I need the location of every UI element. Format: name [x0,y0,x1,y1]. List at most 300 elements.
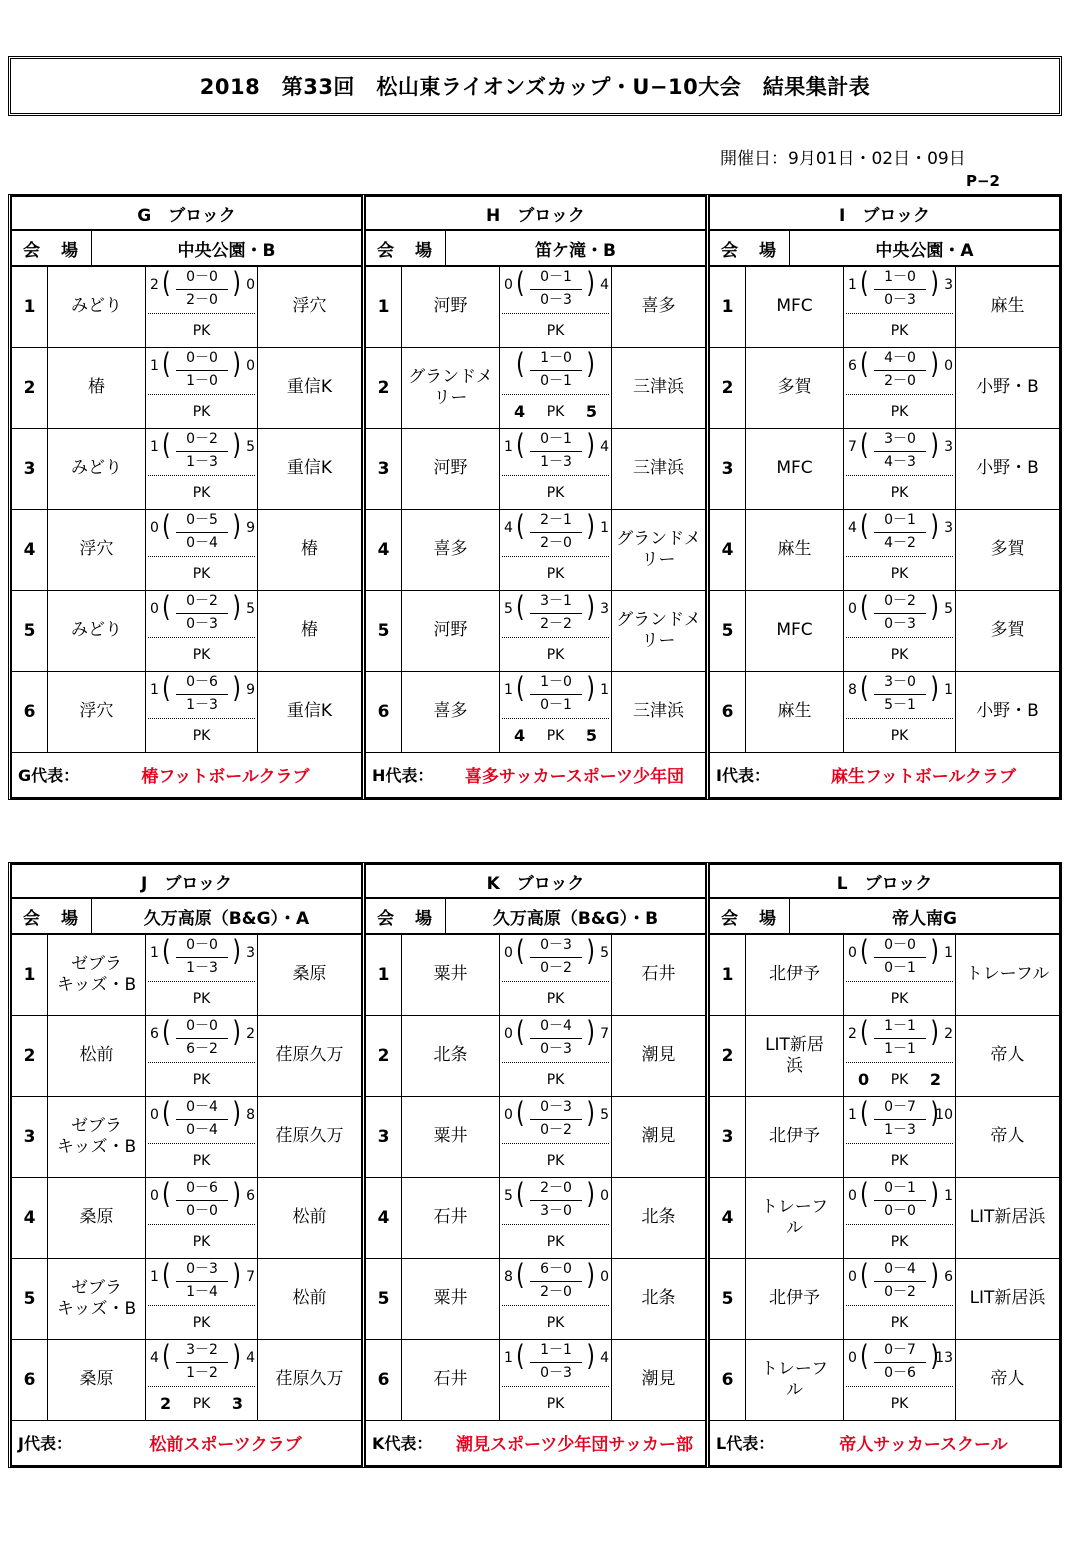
pk-label: PK [192,728,211,744]
match-number: 6 [710,672,746,752]
score-away: 0 [246,358,255,374]
second-half-score: 0－0 [186,1203,218,1219]
score-away: 4 [600,277,609,293]
score-home: 1 [150,439,159,455]
score-home: 0 [848,1188,857,1204]
paren-right: ) [586,1340,595,1373]
pk-divider [148,556,255,557]
second-half-score: 1－3 [540,454,572,470]
match-number: 1 [710,935,746,1015]
first-half-score: 2－1 [540,512,572,528]
score-cell [844,1097,956,1177]
pk-divider [502,718,609,719]
match-row [12,1016,361,1097]
pk-away: 5 [585,402,597,421]
score-home: 0 [504,1107,513,1123]
venue-row [366,899,705,935]
pk-label: PK [546,1315,565,1331]
pk-label: PK [890,404,909,420]
team-home: 松前 [48,1016,146,1096]
second-half-score: 0－1 [884,960,916,976]
pk-divider [502,1386,609,1387]
pk-divider [148,1062,255,1063]
pk-divider [846,1305,953,1306]
match-number: 2 [366,348,402,428]
second-half-score: 0－2 [540,960,572,976]
pk-label: PK [192,404,211,420]
score-home: 1 [150,945,159,961]
score-home: 1 [504,439,513,455]
second-half-score: 0－2 [540,1122,572,1138]
paren-right: ) [586,1016,595,1049]
paren-left: ( [516,1097,525,1130]
block-title: J ブロック [12,865,361,899]
first-half-score: 1－1 [540,1342,572,1358]
team-away: 潮見 [641,1369,676,1390]
match-row [366,267,705,348]
score-home: 0 [848,945,857,961]
match-number: 1 [366,267,402,347]
score-away: 1 [944,1188,953,1204]
score-home: 2 [150,277,159,293]
score-away: 13 [935,1350,953,1366]
pk-divider [846,637,953,638]
paren-right: ) [232,348,241,381]
paren-left: ( [860,1016,869,1049]
team-home: 北伊予 [746,1259,844,1339]
score-cell [146,591,258,671]
paren-left: ( [162,1178,171,1211]
team-away: 麻生 [990,296,1025,317]
score-cell [844,267,956,347]
paren-left: ( [860,1259,869,1292]
paren-right: ) [586,348,595,381]
pk-label: PK [890,991,909,1007]
match-number: 4 [366,510,402,590]
team-home: グランドメ リー [402,348,500,428]
venue-row [12,231,361,267]
paren-left: ( [516,1178,525,1211]
team-home: みどり [48,267,146,347]
score-home: 5 [504,1188,513,1204]
team-away: 椿 [301,539,318,560]
score-away: 4 [600,1350,609,1366]
team-home: 麻生 [746,510,844,590]
pk-divider [148,1386,255,1387]
rep-label: G代表： [18,765,80,785]
rep-team: 喜多サッカースポーツ少年団 [464,766,685,787]
pk-home: 4 [514,402,526,421]
second-half-score: 0－0 [884,1203,916,1219]
first-half-score: 3－2 [186,1342,218,1358]
block-representative [12,751,361,797]
second-half-score: 2－0 [884,373,916,389]
match-row [366,591,705,672]
pk-label: PK [192,566,211,582]
block-title: L ブロック [710,865,1059,899]
rep-label: L代表： [716,1433,775,1453]
pk-divider [846,556,953,557]
first-half-score: 0－7 [884,1099,916,1115]
pk-divider [846,1224,953,1225]
score-home: 1 [150,1269,159,1285]
score-home: 4 [504,520,513,536]
first-half-score: 0－0 [186,937,218,953]
pk-label: PK [546,647,565,663]
match-number: 1 [12,267,48,347]
score-away: 1 [944,682,953,698]
match-row [710,510,1059,591]
rep-label: H代表： [372,765,434,785]
paren-right: ) [232,672,241,705]
first-half-score: 0－3 [540,1099,572,1115]
block-representative [710,751,1059,797]
pk-home: 2 [160,1394,172,1413]
pk-divider [148,981,255,982]
first-half-score: 6－0 [540,1261,572,1277]
paren-right: ) [586,429,595,462]
pk-divider [502,637,609,638]
team-home: 北条 [402,1016,500,1096]
second-half-score: 3－0 [540,1203,572,1219]
team-away: 帝人 [990,1045,1025,1066]
team-home: MFC [746,267,844,347]
team-away: 小野・B [976,701,1039,722]
match-number: 4 [12,1178,48,1258]
pk-divider [502,1062,609,1063]
pk-label: PK [192,1153,211,1169]
team-away: 椿 [301,620,318,641]
pk-divider [148,475,255,476]
venue-row [710,899,1059,935]
second-half-score: 1－1 [884,1041,916,1057]
page-title: 2018 第33回 松山東ライオンズカップ・U−10大会 結果集計表 [8,56,1062,116]
pk-label: PK [192,323,211,339]
paren-left: ( [860,672,869,705]
paren-left: ( [516,429,525,462]
pk-away: 2 [929,1070,941,1089]
paren-right: ) [930,1259,939,1292]
pk-divider [846,475,953,476]
paren-left: ( [516,672,525,705]
score-home: 0 [150,520,159,536]
team-home: 粟井 [402,1259,500,1339]
team-home: トレーフ ル [746,1340,844,1420]
second-half-score: 1－3 [186,697,218,713]
team-home: 北伊予 [746,935,844,1015]
match-row [366,1178,705,1259]
match-row [710,672,1059,753]
pk-divider [148,1224,255,1225]
score-away: 3 [944,277,953,293]
paren-right: ) [930,348,939,381]
score-cell [146,1340,258,1420]
match-number: 3 [710,1097,746,1177]
match-row [12,591,361,672]
first-half-score: 0－4 [186,1099,218,1115]
score-cell [500,1016,612,1096]
pk-label: PK [546,991,565,1007]
match-row [710,348,1059,429]
score-cell [500,267,612,347]
team-away: 荏原久万 [275,1045,344,1066]
team-away: グランドメ リー [616,528,701,570]
score-away: 1 [600,520,609,536]
team-away: 荏原久万 [275,1369,344,1390]
second-half-score: 0－2 [884,1284,916,1300]
paren-left: ( [162,1016,171,1049]
team-away: 荏原久万 [275,1126,344,1147]
block [708,863,1061,1467]
paren-left: ( [162,510,171,543]
match-number: 6 [12,1340,48,1420]
pk-label: PK [546,323,565,339]
team-away: LIT新居浜 [969,1207,1046,1228]
match-row [710,1178,1059,1259]
pk-divider [846,718,953,719]
first-half-score: 0－6 [186,674,218,690]
match-number: 2 [710,348,746,428]
paren-right: ) [586,267,595,300]
score-cell [146,267,258,347]
second-half-score: 2－2 [540,616,572,632]
pk-divider [502,1143,609,1144]
score-cell [844,1340,956,1420]
paren-left: ( [162,672,171,705]
second-half-score: 1－3 [186,960,218,976]
venue-name: 久万高原（B&G）・B [492,908,659,929]
paren-right: ) [586,1178,595,1211]
paren-right: ) [930,267,939,300]
venue-row [12,899,361,935]
score-cell [500,1259,612,1339]
score-home: 0 [150,1188,159,1204]
pk-label: PK [890,566,909,582]
match-number: 4 [12,510,48,590]
paren-left: ( [860,429,869,462]
match-number: 4 [366,1178,402,1258]
team-away: 松前 [292,1207,327,1228]
block-representative [366,1419,705,1465]
pk-label: PK [890,1234,909,1250]
paren-left: ( [860,591,869,624]
pk-divider [148,637,255,638]
match-number: 2 [12,1016,48,1096]
score-home: 0 [848,1350,857,1366]
venue-name: 中央公園・A [875,240,974,261]
group-upper [8,194,1062,800]
second-half-score: 1－3 [884,1122,916,1138]
score-home: 0 [504,1026,513,1042]
score-away: 1 [600,682,609,698]
score-home: 8 [504,1269,513,1285]
match-row [366,1016,705,1097]
paren-left: ( [860,1097,869,1130]
first-half-score: 0－2 [186,593,218,609]
pk-divider [502,556,609,557]
second-half-score: 0－6 [884,1365,916,1381]
team-home: 桑原 [48,1340,146,1420]
first-half-score: 3－0 [884,431,916,447]
match-number: 2 [710,1016,746,1096]
match-row [710,1259,1059,1340]
score-away: 0 [944,358,953,374]
team-away: 多賀 [990,620,1025,641]
pk-label: PK [192,1234,211,1250]
team-home: みどり [48,429,146,509]
team-away: 喜多 [641,296,676,317]
team-away: 重信K [286,701,333,722]
match-row [366,510,705,591]
pk-label: PK [546,1234,565,1250]
score-home: 0 [150,1107,159,1123]
score-cell [844,1016,956,1096]
venue-label: 会 場 [12,231,92,265]
match-row [12,348,361,429]
score-away: 3 [944,439,953,455]
score-away: 9 [246,682,255,698]
block-representative [12,1419,361,1465]
team-away: 多賀 [990,539,1025,560]
score-home: 4 [848,520,857,536]
paren-right: ) [930,1178,939,1211]
first-half-score: 0－0 [186,269,218,285]
block [10,863,363,1467]
paren-left: ( [516,591,525,624]
paren-right: ) [232,591,241,624]
team-home: 河野 [402,429,500,509]
first-half-score: 0－7 [884,1342,916,1358]
first-half-score: 0－1 [540,269,572,285]
paren-left: ( [860,935,869,968]
venue-row [366,231,705,267]
second-half-score: 0－3 [884,616,916,632]
paren-left: ( [162,348,171,381]
team-home: 多賀 [746,348,844,428]
score-home: 1 [848,277,857,293]
paren-left: ( [516,935,525,968]
match-row [366,1259,705,1340]
team-home: ゼブラ キッズ・B [48,935,146,1015]
team-away: 帝人 [990,1369,1025,1390]
paren-right: ) [232,1178,241,1211]
pk-label: PK [546,404,565,420]
paren-right: ) [232,935,241,968]
team-home: 北伊予 [746,1097,844,1177]
score-home: 0 [504,277,513,293]
match-number: 5 [366,1259,402,1339]
team-home: 浮穴 [48,672,146,752]
team-away: 小野・B [976,377,1039,398]
rep-team: 椿フットボールクラブ [141,766,310,787]
pk-home: 0 [858,1070,870,1089]
event-dates: 開催日：9月01日・02日・09日 [720,149,966,169]
team-away: LIT新居浜 [969,1288,1046,1309]
score-away: 9 [246,520,255,536]
match-number: 2 [366,1016,402,1096]
team-home: 浮穴 [48,510,146,590]
score-cell [500,1178,612,1258]
paren-left: ( [516,1340,525,1373]
venue-name: 笛ケ滝・B [535,240,616,261]
paren-left: ( [162,1097,171,1130]
score-home: 8 [848,682,857,698]
block [708,195,1061,799]
score-cell [146,935,258,1015]
paren-left: ( [162,267,171,300]
match-row [366,935,705,1016]
paren-left: ( [516,267,525,300]
score-home: 0 [150,601,159,617]
team-home: 喜多 [402,672,500,752]
paren-left: ( [860,510,869,543]
venue-label: 会 場 [710,231,790,265]
match-number: 3 [12,1097,48,1177]
second-half-score: 0－3 [540,1041,572,1057]
second-half-score: 0－3 [540,1365,572,1381]
score-away: 5 [944,601,953,617]
first-half-score: 0－1 [540,431,572,447]
first-half-score: 4－0 [884,350,916,366]
paren-right: ) [586,935,595,968]
paren-right: ) [930,935,939,968]
venue-label: 会 場 [12,899,92,933]
score-cell [844,1259,956,1339]
paren-right: ) [232,267,241,300]
paren-right: ) [930,429,939,462]
block-title: G ブロック [12,197,361,231]
paren-right: ) [930,672,939,705]
pk-divider [846,313,953,314]
team-away: 潮見 [641,1126,676,1147]
pk-label: PK [546,728,565,744]
second-half-score: 1－0 [186,373,218,389]
pk-label: PK [192,1072,211,1088]
first-half-score: 1－0 [884,269,916,285]
paren-right: ) [232,1097,241,1130]
first-half-score: 0－4 [884,1261,916,1277]
match-number: 3 [366,1097,402,1177]
first-half-score: 0－2 [884,593,916,609]
venue-name: 中央公園・B [177,240,276,261]
score-home: 1 [848,1107,857,1123]
first-half-score: 0－0 [884,937,916,953]
second-half-score: 0－3 [540,292,572,308]
pk-divider [846,394,953,395]
first-half-score: 0－1 [884,512,916,528]
score-away: 3 [246,945,255,961]
rep-team: 松前スポーツクラブ [149,1434,302,1455]
match-row [710,429,1059,510]
score-cell [500,429,612,509]
venue-name: 久万高原（B&G）・A [143,908,310,929]
pk-label: PK [546,1396,565,1412]
match-number: 5 [366,591,402,671]
paren-left: ( [860,1178,869,1211]
score-away: 3 [600,601,609,617]
match-number: 6 [12,672,48,752]
block [364,863,707,1467]
page-number: P−2 [966,172,1000,190]
pk-divider [148,394,255,395]
score-cell [146,348,258,428]
rep-label: K代表： [372,1433,433,1453]
team-away: トレーフル [965,964,1050,985]
match-row [710,267,1059,348]
pk-label: PK [192,1315,211,1331]
score-away: 7 [246,1269,255,1285]
score-away: 0 [246,277,255,293]
